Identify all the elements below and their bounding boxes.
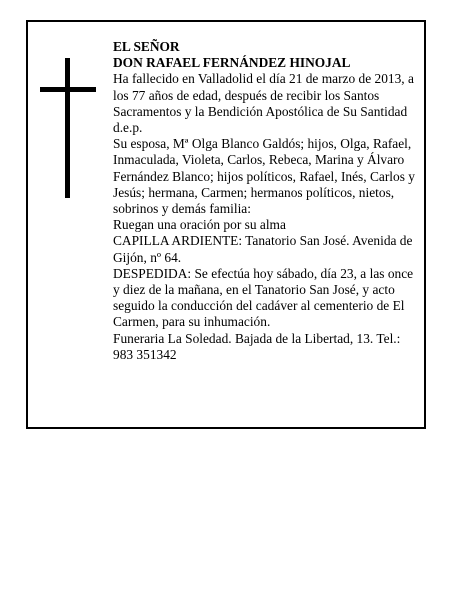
title-line-1: EL SEÑOR	[113, 39, 180, 54]
obituary-notice	[26, 20, 426, 429]
chapel-paragraph: CAPILLA ARDIENTE: Tanatorio San José. Avenida de Gijón, nº 64.	[113, 233, 413, 265]
family-paragraph: Su esposa, Mª Olga Blanco Galdós; hijos, Olga, Rafael, Inmaculada, Violeta, Carlos, Rebeca, Marina y Álvaro Fernández Blanco; hijos políticos, Rafael, Inés, Carlos y Jesús; hermana, Carmen; hermanos políticos, nietos, sobrinos y demás familia:	[113, 136, 415, 217]
cross-horizontal-bar	[40, 87, 96, 92]
funeral-home-paragraph: Funeraria La Soledad. Bajada de la Libertad, 13. Tel.: 983 351342	[113, 330, 401, 362]
latin-cross-icon	[40, 58, 100, 198]
farewell-paragraph: DESPEDIDA: Se efectúa hoy sábado, día 23, a las once y diez de la mañana, en el Tanatorio San José, y acto seguido la conducción del cadáver al cementerio de El Carmen, para su inhumación.	[113, 265, 414, 330]
cross-vertical-bar	[65, 58, 70, 198]
dep-line: d.e.p.	[113, 120, 143, 136]
prayer-line: Ruegan una oración por su alma	[113, 217, 286, 233]
deceased-name: DON RAFAEL FERNÁNDEZ HINOJAL	[113, 55, 351, 71]
death-paragraph: Ha fallecido en Valladolid el día 21 de marzo de 2013, a los 77 años de edad, después de recibir los Santos Sacramentos y la Bendición Apostólica de Su Santidad	[113, 71, 414, 119]
notice-text	[113, 39, 423, 363]
